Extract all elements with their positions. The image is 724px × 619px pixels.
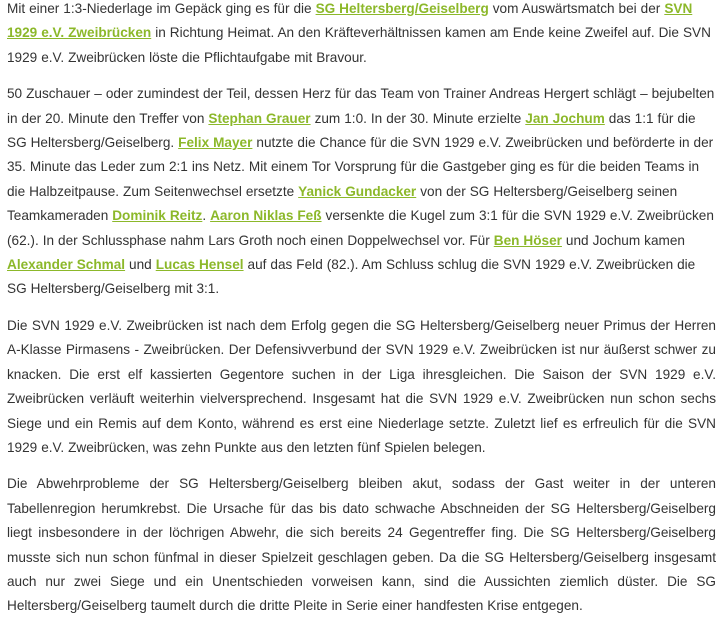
article-paragraph	[7, 314, 716, 460]
paragraph-text: versenkte die Kugel zum 3:1 für die SVN 1929 e.V. Zweibrücken (62.). In der Schlussphase nahm Lars Groth noch einen Doppelwechsel vor. Für	[7, 208, 714, 248]
paragraph-text: Die Abwehrprobleme der SG Heltersberg/Geiselberg bleiben akut, sodass der Gast weiter in der unteren Tabellenregion herumkrebst. Die Ursache für das bis dato schwache Abschneiden der SG Heltersberg/Geiselberg liegt insbesondere in der löchrigen Abwehr, die sich bereits 24 Gegentreffer fing. Die SG Heltersberg/Geiselberg musste sich nun schon fünfmal in dieser Spielzeit geschlagen geben. Da die SG Heltersberg/Geiselberg insgesamt auch nur zwei Siege und ein Unentschieden vorweisen kann, sind die Aussichten ziemlich düster. Die SG Heltersberg/Geiselberg taumelt durch die dritte Pleite in Serie einer handfesten Krise entgegen.	[7, 476, 716, 614]
paragraph-text: und Jochum kamen	[561, 232, 685, 248]
paragraph-text: zum 1:0. In der 30. Minute erzielte	[310, 110, 526, 126]
paragraph-text: Die SVN 1929 e.V. Zweibrücken ist nach dem Erfolg gegen die SG Heltersberg/Geiselberg neuer Primus der Herren A-Klasse Pirmasens - Zweibrücken. Der Defensivverbund der SVN 1929 e.V. Zweibrücken ist nur äußerst schwer zu knacken. Die erst elf kassierten Gegentore suchen in der Liga ihresgleichen. Die Saison der SVN 1929 e.V. Zweibrücken verläuft weiterhin vielversprechend. Insgesamt hat die SVN 1929 e.V. Zweibrücken nun schon sechs Siege und ein Remis auf dem Konto, während es erst eine Niederlage setzte. Zuletzt lief es erfreulich für die SVN 1929 e.V. Zweibrücken, was zehn Punkte aus den letzten fünf Spielen belegen.	[7, 317, 716, 455]
paragraph-text: und	[125, 257, 156, 273]
entity-link[interactable]: SVN 1929 e.V. Zweibrücken	[7, 1, 693, 41]
article-paragraph	[7, 0, 716, 70]
entity-link[interactable]: Dominik Reitz	[112, 208, 203, 224]
paragraph-text: Mit einer 1:3-Niederlage im Gepäck ging es für die	[7, 1, 316, 16]
entity-link[interactable]: Ben Höser	[493, 232, 562, 248]
article-paragraph	[7, 472, 716, 618]
entity-link[interactable]: Yanick Gundacker	[298, 183, 417, 199]
entity-link[interactable]: Alexander Schmal	[7, 257, 126, 273]
article-paragraph	[7, 82, 716, 302]
paragraph-text: .	[202, 208, 211, 224]
entity-link[interactable]: SG Heltersberg/Geiselberg	[315, 1, 489, 16]
entity-link[interactable]: Aaron Niklas Feß	[210, 208, 322, 224]
paragraph-text: in Richtung Heimat. An den Kräfteverhältnissen kamen am Ende keine Zweifel auf. Die SVN 1929 e.V. Zweibrücken löste die Pflichtaufgabe mit Bravour.	[7, 25, 711, 65]
paragraph-text: vom Auswärtsmatch bei der	[488, 1, 665, 16]
paragraph-text: das 1:1 für die SG Heltersberg/Geiselberg.	[7, 110, 696, 151]
paragraph-text: 50 Zuschauer – oder zumindest der Teil, dessen Herz für das Team von Trainer Andreas Hergert schlägt – bejubelten in der 20. Minute den Treffer von	[7, 86, 715, 126]
entity-link[interactable]: Stephan Grauer	[208, 110, 311, 126]
paragraph-text: auf das Feld (82.). Am Schluss schlug die SVN 1929 e.V. Zweibrücken die SG Heltersberg/Geiselberg mit 3:1.	[7, 257, 696, 297]
entity-link[interactable]: Jan Jochum	[525, 110, 605, 126]
paragraph-text: von der SG Heltersberg/Geiselberg seinen Teamkameraden	[7, 183, 678, 224]
entity-link[interactable]: Lucas Hensel	[155, 257, 244, 273]
entity-link[interactable]: Felix Mayer	[178, 135, 253, 151]
paragraph-text: nutzte die Chance für die SVN 1929 e.V. Zweibrücken und beförderte in der 35. Minute das Leder zum 2:1 ins Netz. Mit einem Tor Vorsprung für die Gastgeber ging es für die beiden Teams in die Halbzeitpause. Zum Seitenwechsel ersetzte	[7, 135, 714, 199]
